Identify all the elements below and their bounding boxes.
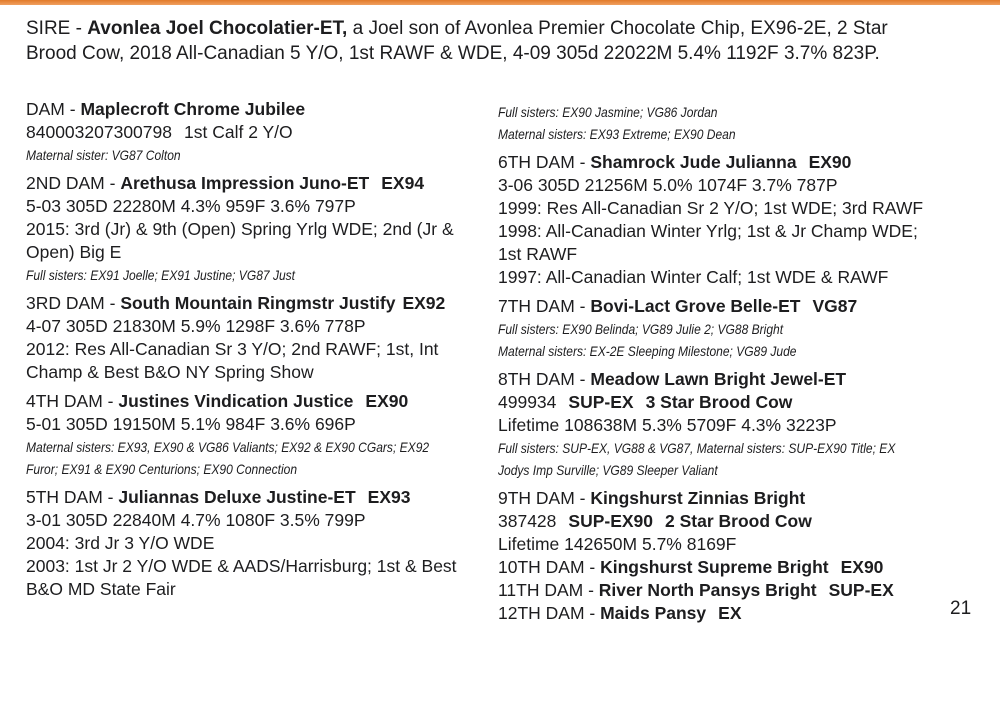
dam10-name: Kingshurst Supreme Bright [600,557,829,577]
dam-note: Maternal sister: VG87 Colton [26,147,181,163]
dam2-score: EX94 [381,173,425,193]
dam8-label: 8TH DAM - [498,369,591,389]
dam3-score: EX92 [402,293,446,313]
sire-paragraph [26,16,986,66]
top-note2: Maternal sisters: EX93 Extreme; EX90 Dean [498,126,736,142]
dam9-reg-line [498,510,943,533]
dam8-class: SUP-EX [568,392,634,412]
dam8-heading [498,368,943,391]
dam9-lifetime: Lifetime 142650M 5.7% 8169F [498,534,737,554]
dam4-note2: Furor; EX91 & EX90 Centurions; EX90 Connection [26,461,298,477]
dam7-entry [498,295,943,362]
dam7-score: VG87 [812,296,858,316]
dam9-name: Kingshurst Zinnias Bright [590,488,806,508]
dam2-name: Arethusa Impression Juno-ET [120,173,370,193]
dam-reg: 840003207300798 [26,122,172,142]
dam3-record: 4-07 305D 21830M 5.9% 1298F 3.6% 778P [26,316,366,336]
dam-heading [26,98,481,121]
dam9-heading [498,487,943,510]
dam6-line3: 1st RAWF [498,244,578,264]
dam7-label: 7TH DAM - [498,296,591,316]
dam4-name: Justines Vindication Justice [118,391,354,411]
dam5-continued-notes [498,101,943,145]
dam2-heading [26,172,481,195]
dam2-note: Full sisters: EX91 Joelle; EX91 Justine; VG87 Just [26,267,296,283]
top-accent-bar [0,0,1000,5]
dam12-heading [498,602,943,625]
dam3-label: 3RD DAM - [26,293,121,313]
dam12-label: 12TH DAM - [498,603,601,623]
dam3-line2: Champ & Best B&O NY Spring Show [26,362,314,382]
dam2-label: 2ND DAM - [26,173,121,193]
dam3-entry [26,292,481,384]
dam5-score: EX93 [367,487,411,507]
dam2-record: 5-03 305D 22280M 4.3% 959F 3.6% 797P [26,196,356,216]
dam6-heading [498,151,943,174]
sire-label: SIRE - [26,18,88,39]
left-column [26,98,481,607]
dam-label: DAM - [26,99,81,119]
dam6-entry [498,151,943,289]
dam8-name: Meadow Lawn Bright Jewel-ET [590,369,847,389]
dam4-heading [26,390,481,413]
dam6-line4: 1997: All-Canadian Winter Calf; 1st WDE & RAWF [498,267,889,287]
dam4-label: 4TH DAM - [26,391,119,411]
dam9-entry [498,487,943,556]
dam8-entry [498,368,943,481]
dam-reg-line [26,121,481,144]
dam12-name: Maids Pansy [600,603,707,623]
dam7-name: Bovi-Lact Grove Belle-ET [590,296,801,316]
dam2-entry [26,172,481,286]
dam-info: 1st Calf 2 Y/O [184,122,293,142]
dam12-score: EX [718,603,742,623]
dam4-entry [26,390,481,480]
dam11-score: SUP-EX [828,580,894,600]
dam5-heading [26,486,481,509]
dam8-note2: Jodys Imp Surville; VG89 Sleeper Valiant [498,462,718,478]
sire-name: Avonlea Joel Chocolatier-ET, [87,18,348,39]
dam-entry [26,98,481,166]
top-note1: Full sisters: EX90 Jasmine; VG86 Jordan [498,104,718,120]
dam9-reg: 387428 [498,511,557,531]
dam10-label: 10TH DAM - [498,557,601,577]
dam5-record: 3-01 305D 22840M 4.7% 1080F 3.5% 799P [26,510,366,530]
dam3-name: South Mountain Ringmstr Justify [120,293,396,313]
dam9-brood: 2 Star Brood Cow [665,511,812,531]
dam6-label: 6TH DAM - [498,152,591,172]
dam5-entry [26,486,481,601]
dam6-name: Shamrock Jude Julianna [590,152,797,172]
dam7-note2: Maternal sisters: EX-2E Sleeping Milestone; VG89 Jude [498,343,797,359]
dam4-score: EX90 [365,391,409,411]
dam11-name: River North Pansys Bright [598,580,817,600]
page-number: 21 [950,598,972,619]
dam5-label: 5TH DAM - [26,487,119,507]
dam5-line3: B&O MD State Fair [26,579,176,599]
dam3-heading [26,292,481,315]
dam8-note1: Full sisters: SUP-EX, VG88 & VG87, Maternal sisters: SUP-EX90 Title; EX [498,440,896,456]
dam-name: Maplecroft Chrome Jubilee [80,99,306,119]
dam9-class: SUP-EX90 [568,511,654,531]
dam8-reg: 499934 [498,392,557,412]
dam4-record: 5-01 305D 19150M 5.1% 984F 3.6% 696P [26,414,356,434]
dam3-line1: 2012: Res All-Canadian Sr 3 Y/O; 2nd RAWF; 1st, Int [26,339,439,359]
dam11-label: 11TH DAM - [498,580,599,600]
sire-desc-line2: Brood Cow, 2018 All-Canadian 5 Y/O, 1st RAWF & WDE, 4-09 305d 22022M 5.4% 1192F 3.7% 823P. [26,43,880,64]
dam11-heading [498,579,943,602]
dam5-line2: 2003: 1st Jr 2 Y/O WDE & AADS/Harrisburg; 1st & Best [26,556,457,576]
dam6-line1: 1999: Res All-Canadian Sr 2 Y/O; 1st WDE; 3rd RAWF [498,198,924,218]
dam9-label: 9TH DAM - [498,488,591,508]
dam6-line2: 1998: All-Canadian Winter Yrlg; 1st & Jr Champ WDE; [498,221,918,241]
dam8-reg-line [498,391,943,414]
dam8-brood: 3 Star Brood Cow [645,392,793,412]
dam7-heading [498,295,943,318]
dam5-line1: 2004: 3rd Jr 3 Y/O WDE [26,533,215,553]
dam7-note1: Full sisters: EX90 Belinda; VG89 Julie 2; VG88 Bright [498,321,784,337]
dam10-score: EX90 [840,557,884,577]
dam2-line1: 2015: 3rd (Jr) & 9th (Open) Spring Yrlg WDE; 2nd (Jr & [26,219,454,239]
dam4-note1: Maternal sisters: EX93, EX90 & VG86 Valiants; EX92 & EX90 CGars; EX92 [26,439,430,455]
dam5-name: Juliannas Deluxe Justine-ET [118,487,356,507]
dam6-score: EX90 [808,152,852,172]
dam10-heading [498,556,943,579]
dam8-lifetime: Lifetime 108638M 5.3% 5709F 4.3% 3223P [498,415,837,435]
sire-desc-line1: a Joel son of Avonlea Premier Chocolate Chip, EX96-2E, 2 Star [347,18,888,39]
right-column [498,101,943,625]
dam2-line2: Open) Big E [26,242,122,262]
dam6-record: 3-06 305D 21256M 5.0% 1074F 3.7% 787P [498,175,838,195]
